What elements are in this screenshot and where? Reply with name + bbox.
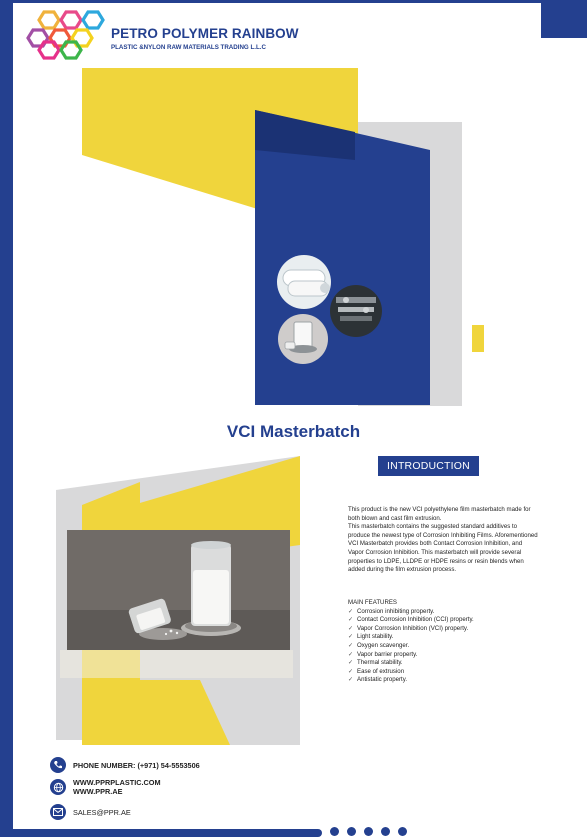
check-icon: ✓ [348, 608, 354, 615]
check-icon: ✓ [348, 651, 354, 658]
intro-paragraph: This product is the new VCI polyethylene film masterbatch made for both blown and cast film extrusion. [348, 506, 531, 522]
check-icon: ✓ [348, 625, 354, 632]
website-links [73, 778, 161, 796]
phone-number: PHONE NUMBER: (+971) 54-5553506 [73, 760, 200, 770]
blue-hexagon-block [255, 110, 430, 405]
feature-item: ✓ Contact Corrosion Inhibition (CCI) property. [348, 616, 474, 624]
envelope-icon [50, 804, 66, 820]
check-icon: ✓ [348, 642, 354, 649]
feature-item: ✓ Oxygen scavenger. [348, 641, 410, 649]
globe-icon [50, 779, 66, 795]
feature-item: ✓ Vapor Corrosion Inhibition (VCI) property. [348, 624, 469, 632]
rainbow-hexagon-logo [22, 8, 108, 60]
frame-left-bar [0, 0, 13, 837]
gray-panel-top [358, 122, 462, 406]
check-icon: ✓ [348, 634, 354, 641]
yellow-band-bottom-lower [82, 680, 300, 745]
website-link[interactable]: WWW.PPR.AE [73, 787, 123, 796]
machinery-thumbnail [330, 285, 382, 337]
yellow-small-accent [472, 325, 484, 352]
brand-name: PETRO POLYMER RAINBOW [111, 26, 299, 41]
check-icon: ✓ [348, 668, 354, 675]
yellow-band-top [82, 68, 358, 240]
main-features [348, 599, 538, 685]
feature-item: ✓ Thermal stability. [348, 659, 403, 667]
feature-item: ✓ Antistatic property. [348, 676, 408, 684]
feature-item: ✓ Ease of extrusion [348, 667, 405, 675]
contact-phone [50, 757, 200, 773]
jar-thumbnail [278, 314, 328, 364]
check-icon: ✓ [348, 617, 354, 624]
email-address[interactable]: SALES@PPR.AE [73, 807, 131, 817]
frame-bottom-bar [0, 829, 322, 837]
feature-item: ✓ Corrosion inhibiting property. [348, 607, 435, 615]
frame-top-bar [0, 0, 587, 3]
feature-item: ✓ Light stability. [348, 633, 394, 641]
jar-of-granules-illustration [67, 530, 290, 650]
features-list [348, 608, 538, 685]
frame-corner-block [541, 0, 587, 38]
check-icon: ✓ [348, 677, 354, 684]
website-link[interactable]: WWW.PPRPLASTIC.COM [73, 778, 161, 787]
photo-reflection [60, 650, 293, 678]
contact-website [50, 778, 161, 796]
contact-email [50, 804, 131, 820]
feature-item: ✓ Vapor barrier property. [348, 650, 418, 658]
check-icon: ✓ [348, 660, 354, 667]
introduction-text [348, 506, 538, 575]
decorative-dots-bottom [330, 827, 407, 836]
phone-icon [50, 757, 66, 773]
brand-subtitle: PLASTIC &NYLON RAW MATERIALS TRADING L.L.C [111, 44, 266, 51]
film-rolls-thumbnail [277, 255, 331, 309]
product-title: VCI Masterbatch [226, 422, 361, 441]
features-heading: MAIN FEATURES [348, 599, 397, 606]
intro-paragraph: This masterbatch contains the suggested standard additives to produce the newest type of Corrosion Inhibiting Films. Aforementioned VCI Masterbatch provides both Contact Corrosion Inhibition, and Vapor Corrosion Inhibition. This masterbatch will provide several properties to LDPE, LLDPE or HDPE resins or resin blends when added during the film extrusion process. [348, 523, 538, 574]
product-photo [67, 530, 290, 650]
introduction-button: INTRODUCTION [378, 456, 479, 476]
